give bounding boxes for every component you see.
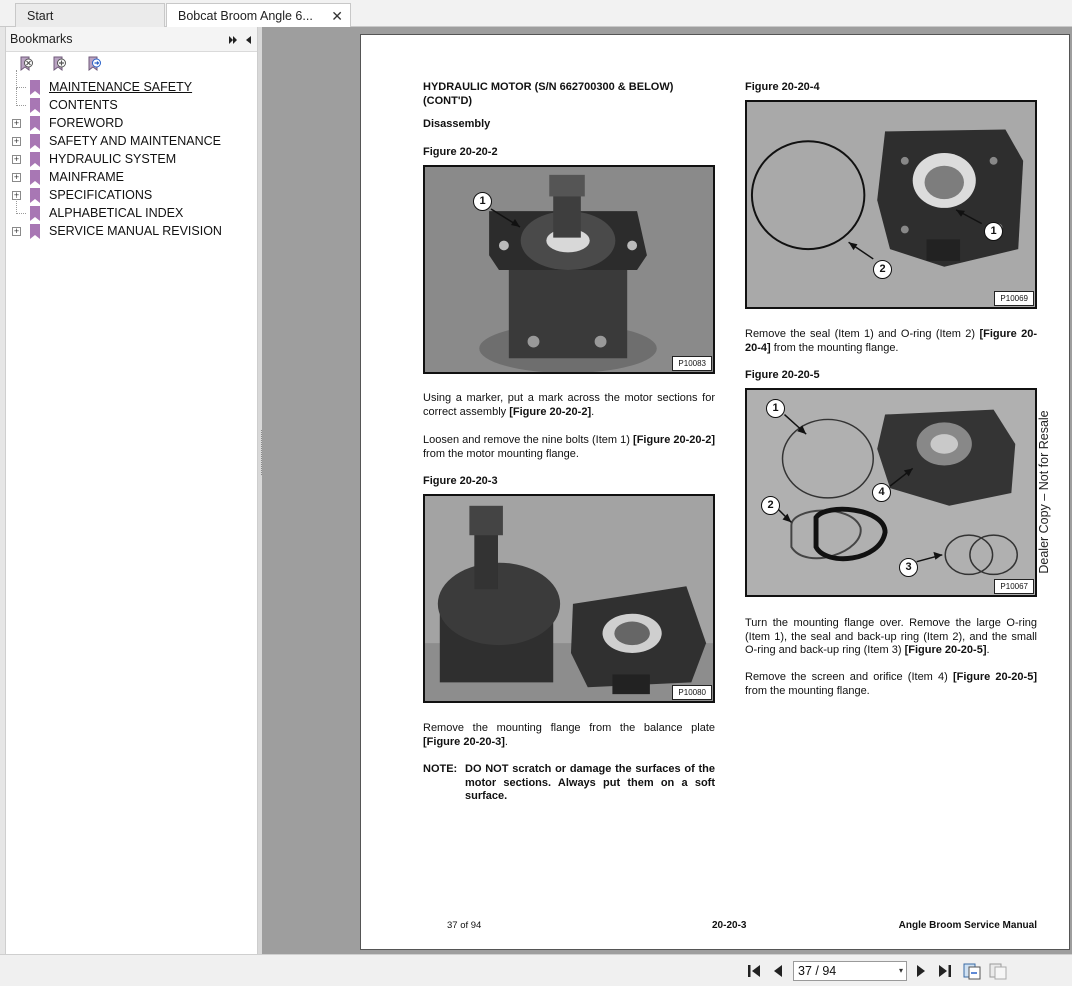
bookmark-flag-icon	[30, 224, 40, 239]
callout-1: 1	[473, 192, 492, 211]
bookmark-item-specifications[interactable]	[6, 187, 256, 205]
figure-caption: Figure 20-20-5	[745, 369, 820, 381]
dealer-watermark: Dealer Copy – Not for Resale	[1037, 410, 1051, 574]
paragraph-remove-screen: Remove the screen and orifice (Item 4) [Figure 20-20-5] from the mounting flange.	[745, 671, 1037, 697]
expand-icon[interactable]: +	[13, 190, 20, 200]
bookmarks-toolbar	[6, 52, 257, 76]
bookmark-flag-icon	[30, 152, 40, 167]
expand-icon[interactable]: +	[13, 136, 20, 146]
photo-code: P10069	[994, 291, 1034, 306]
paragraph-remove-flange: Remove the mounting flange from the balance plate [Figure 20-20-3].	[423, 722, 715, 748]
callout-4: 4	[872, 483, 891, 502]
tab-document-label: Bobcat Broom Angle 6...	[178, 9, 313, 23]
paragraph-remove-bolts: Loosen and remove the nine bolts (Item 1) [Figure 20-20-2] from the motor mounting flange.	[423, 434, 715, 460]
document-page	[360, 34, 1070, 950]
tab-start[interactable]	[15, 3, 165, 27]
footer-section-number: 20-20-3	[712, 920, 747, 931]
bookmark-flag-icon	[30, 170, 40, 185]
previous-page-icon[interactable]	[768, 961, 788, 981]
bookmark-label: SPECIFICATIONS	[49, 188, 153, 202]
expand-icon[interactable]: +	[13, 154, 20, 164]
figure-caption: Figure 20-20-3	[423, 475, 498, 487]
bookmark-item-safety-and-maintenance[interactable]	[6, 133, 256, 151]
figure-20-20-5-photo	[745, 388, 1037, 597]
go-to-bookmark-icon[interactable]	[86, 56, 102, 72]
callout-2: 2	[873, 260, 892, 279]
expand-icon[interactable]: +	[13, 172, 20, 182]
note-label: NOTE:	[423, 763, 458, 775]
figure-caption: Figure 20-20-4	[745, 81, 820, 93]
tab-start-label: Start	[27, 9, 54, 23]
bookmark-item-foreword[interactable]	[6, 115, 256, 133]
footer-manual-title: Angle Broom Service Manual	[898, 920, 1037, 931]
bookmark-flag-icon	[30, 116, 40, 131]
photo-code: P10080	[672, 685, 712, 700]
paragraph-mark-sections: Using a marker, put a mark across the motor sections for correct assembly [Figure 20-20-2].	[423, 392, 715, 418]
note-text: DO NOT scratch or damage the surfaces of the motor sections. Always put them on a soft surface.	[465, 763, 715, 803]
go-back-view-icon[interactable]	[962, 961, 982, 981]
bookmark-label: SERVICE MANUAL REVISION	[49, 224, 222, 238]
callout-3: 3	[899, 558, 918, 577]
callout-1: 1	[984, 222, 1003, 241]
tab-document[interactable]	[166, 3, 351, 27]
bookmarks-title: Bookmarks	[10, 32, 73, 46]
expand-icon[interactable]: +	[13, 226, 20, 236]
photo-code: P10067	[994, 579, 1034, 594]
figure-20-20-4-photo	[745, 100, 1037, 309]
bookmark-item-maintenance-safety[interactable]	[6, 79, 256, 97]
bookmark-flag-icon	[30, 134, 40, 149]
bookmark-flag-icon	[30, 188, 40, 203]
first-page-icon[interactable]	[744, 961, 764, 981]
next-page-icon[interactable]	[911, 961, 931, 981]
expand-icon[interactable]: +	[13, 118, 20, 128]
bookmark-item-alphabetical-index[interactable]	[6, 205, 256, 223]
bookmark-label: FOREWORD	[49, 116, 124, 130]
bookmark-flag-icon	[30, 80, 40, 95]
paragraph-remove-seal: Remove the seal (Item 1) and O-ring (Item 2) [Figure 20-20-4] from the mounting flange.	[745, 328, 1038, 354]
paragraph-turn-flange: Turn the mounting flange over. Remove the large O-ring (Item 1), the seal and back-up ring (Item 2), and the small O-ring and back-up ring (Item 3) [Figure 20-20-5].	[745, 617, 1037, 657]
footer-page-count: 37 of 94	[447, 920, 482, 931]
bookmarks-header	[6, 27, 257, 52]
bookmark-flag-icon	[30, 98, 40, 113]
close-icon[interactable]: ✕	[331, 8, 343, 24]
bookmark-label: MAINFRAME	[49, 170, 124, 184]
bookmark-label: MAINTENANCE SAFETY	[49, 80, 193, 94]
collapse-panel-icon[interactable]	[244, 27, 252, 55]
bookmark-label: CONTENTS	[49, 98, 118, 112]
bookmarks-panel	[6, 27, 258, 954]
add-bookmark-icon[interactable]	[51, 56, 67, 72]
section-heading: HYDRAULIC MOTOR (S/N 662700300 & BELOW) (CONT'D)	[423, 81, 674, 107]
bookmark-label: ALPHABETICAL INDEX	[49, 206, 184, 220]
bookmark-label: SAFETY AND MAINTENANCE	[49, 134, 222, 148]
last-page-icon[interactable]	[935, 961, 955, 981]
bookmark-label: HYDRAULIC SYSTEM	[49, 152, 177, 166]
go-forward-view-icon[interactable]	[988, 961, 1008, 981]
callout-2: 2	[761, 496, 780, 515]
page-number-input[interactable]: 37 / 94 ▾	[793, 961, 907, 981]
figure-20-20-3-photo	[423, 494, 715, 703]
bookmark-item-hydraulic-system[interactable]	[6, 151, 256, 169]
document-viewer	[262, 27, 1072, 954]
page-navigation-bar	[0, 954, 1072, 986]
tab-bar	[0, 0, 1072, 27]
photo-code: P10083	[672, 356, 712, 371]
figure-caption: Figure 20-20-2	[423, 146, 498, 158]
callout-1: 1	[766, 399, 785, 418]
bookmark-item-service-manual-revision[interactable]	[6, 223, 256, 241]
page-dropdown-icon[interactable]: ▾	[898, 966, 903, 975]
expand-panel-icon[interactable]	[228, 27, 238, 55]
bookmark-flag-icon	[30, 206, 40, 221]
bookmark-item-mainframe[interactable]	[6, 169, 256, 187]
section-subheading: Disassembly	[423, 118, 491, 130]
figure-20-20-2-photo	[423, 165, 715, 374]
bookmark-item-contents[interactable]	[6, 97, 256, 115]
